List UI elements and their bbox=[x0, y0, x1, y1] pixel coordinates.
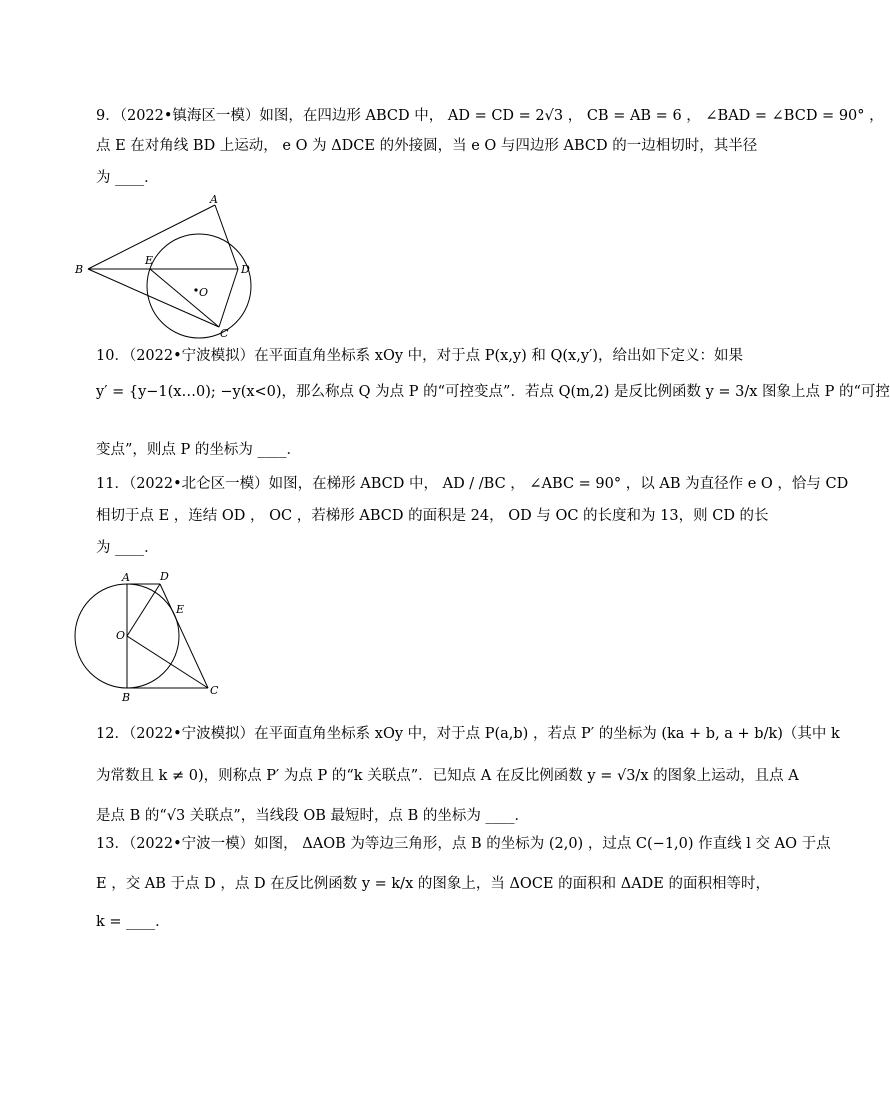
problem-9-line-2: 点 E 在对角线 BD 上运动， e O 为 ΔDCE 的外接圆，当 e O 与四边形 ABCD 的一边相切时，其半径 bbox=[96, 138, 758, 154]
p9-label-D: D bbox=[241, 263, 250, 276]
p11-label-C: C bbox=[210, 684, 219, 697]
p11-label-B: B bbox=[122, 691, 131, 704]
problem-9-line-1: 9．（2022•镇海区一模）如图，在四边形 ABCD 中， AD = CD = 2√3 ， CB = AB = 6 ， ∠BAD = ∠BCD = 90° ， bbox=[96, 108, 884, 124]
p9-label-A: A bbox=[210, 193, 218, 206]
p9-label-E: E bbox=[145, 254, 154, 267]
p9-label-O: O bbox=[199, 286, 209, 299]
p11-label-E: E bbox=[176, 603, 185, 616]
problem-12-line-1: 12．（2022•宁波模拟）在平面直角坐标系 xOy 中，对于点 P(a,b) ，若点 P′ 的坐标为 (ka + b, a + b/k)（其中 k bbox=[96, 726, 840, 742]
problem-13-line-1: 13．（2022•宁波一模）如图， ΔAOB 为等边三角形，点 B 的坐标为 (2,0) ，过点 C(−1,0) 作直线 l 交 AO 于点 bbox=[96, 836, 831, 852]
problem-11-line-2: 相切于点 E ，连结 OD ， OC ，若梯形 ABCD 的面积是 24， OD 与 OC 的长度和为 13，则 CD 的长 bbox=[96, 508, 769, 524]
problem-11-line-3: 为 ____． bbox=[96, 540, 159, 556]
problem-13-line-3: k = ____． bbox=[96, 914, 170, 930]
p11-label-A: A bbox=[122, 571, 130, 584]
p11-label-O: O bbox=[116, 629, 126, 642]
problem-11-line-1: 11．（2022•北仑区一模）如图，在梯形 ABCD 中， AD / /BC ， ∠ABC = 90° ，以 AB 为直径作 e O ，恰与 CD bbox=[96, 476, 849, 492]
problem-10-line-3: 变点”，则点 P 的坐标为 ____． bbox=[96, 442, 301, 458]
problem-10-line-1: 10．（2022•宁波模拟）在平面直角坐标系 xOy 中，对于点 P(x,y) 和 Q(x,y′)，给出如下定义：如果 bbox=[96, 348, 743, 364]
problem-9-figure bbox=[70, 190, 260, 340]
problem-10-line-2: y′ = {y−1(x…0); −y(x<0)，那么称点 Q 为点 P 的“可控变点”．若点 Q(m,2) 是反比例函数 y = 3/x 图象上点 P 的“可控 bbox=[96, 384, 890, 400]
p9-label-B: B bbox=[75, 263, 84, 276]
problem-12-line-2: 为常数且 k ≠ 0)，则称点 P′ 为点 P 的“k 关联点”．已知点 A 在反比例函数 y = √3/x 的图象上运动，且点 A bbox=[96, 768, 799, 784]
problem-11-figure bbox=[70, 566, 230, 706]
p11-label-D: D bbox=[160, 570, 169, 583]
problem-13-line-2: E ，交 AB 于点 D ，点 D 在反比例函数 y = k/x 的图象上，当 ΔOCE 的面积和 ΔADE 的面积相等时， bbox=[96, 876, 770, 892]
p9-label-C: C bbox=[220, 327, 229, 340]
problem-12-line-3: 是点 B 的“√3 关联点”，当线段 OB 最短时，点 B 的坐标为 ____． bbox=[96, 808, 530, 824]
problem-9-line-3: 为 ____． bbox=[96, 170, 159, 186]
